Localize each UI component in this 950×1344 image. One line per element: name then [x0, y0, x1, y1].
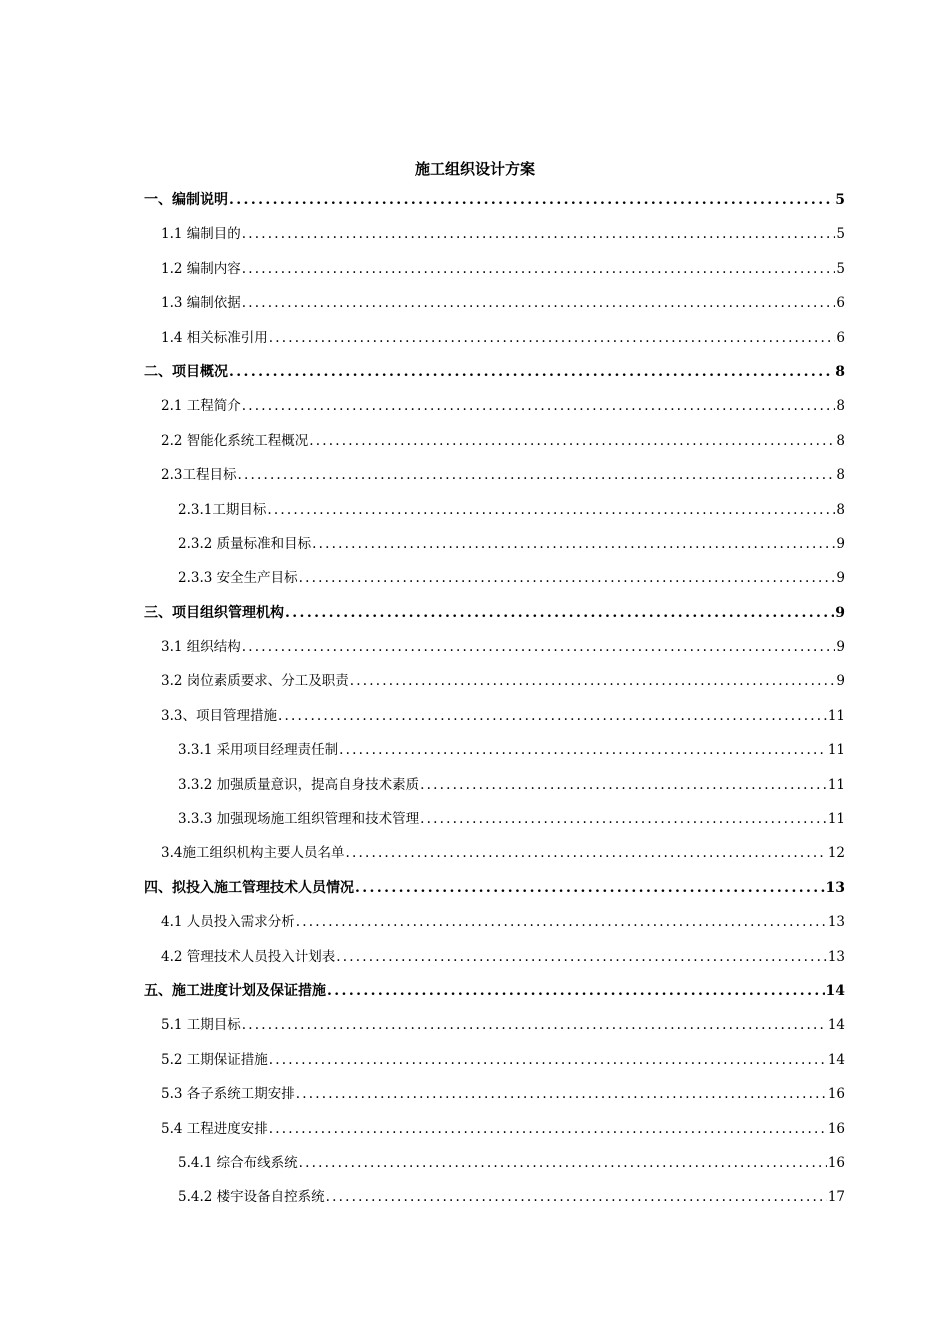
toc-leader-dots: [237, 463, 835, 487]
toc-entry-label: 五、施工进度计划及保证措施: [144, 982, 326, 999]
toc-entry-label: 2.3.3 安全生产目标: [178, 570, 298, 587]
toc-page-number: 13: [827, 914, 845, 931]
toc-entry-label: 4.1 人员投入需求分析: [161, 914, 295, 931]
toc-entry[interactable]: [144, 532, 845, 566]
toc-entry[interactable]: [144, 773, 845, 807]
toc-leader-dots: [296, 1082, 827, 1106]
toc-entry-label: 5.4.2 楼宇设备自控系统: [178, 1189, 325, 1206]
toc-entry-label: 5.1 工期目标: [161, 1017, 241, 1034]
toc-page-number: 14: [827, 1017, 845, 1034]
toc-entry[interactable]: [144, 394, 845, 428]
toc-entry-label: 1.4 相关标准引用: [161, 329, 268, 346]
toc-leader-dots: [242, 291, 836, 315]
toc-leader-dots: [229, 360, 834, 384]
toc-entry-label: 三、项目组织管理机构: [144, 604, 284, 621]
toc-leader-dots: [355, 876, 825, 900]
toc-leader-dots: [299, 1151, 827, 1175]
toc-entry-label: 5.2 工期保证措施: [161, 1051, 268, 1068]
toc-page-number: 16: [827, 1154, 845, 1171]
toc-leader-dots: [285, 601, 834, 625]
toc-entry[interactable]: [144, 222, 845, 256]
toc-entry[interactable]: [144, 360, 845, 394]
toc-leader-dots: [420, 773, 827, 797]
toc-page-number: 17: [827, 1189, 845, 1206]
toc-leader-dots: [242, 222, 836, 246]
toc-entry-label: 4.2 管理技术人员投入计划表: [161, 948, 336, 965]
toc-entry[interactable]: [144, 429, 845, 463]
toc-leader-dots: [327, 979, 825, 1003]
toc-page-number: 9: [836, 535, 845, 552]
toc-page-number: 12: [827, 845, 845, 862]
toc-leader-dots: [339, 738, 827, 762]
toc-entry[interactable]: [144, 1048, 845, 1082]
document-title: 施工组织设计方案: [414, 160, 535, 178]
toc-entry[interactable]: [144, 807, 845, 841]
toc-page-number: 11: [827, 776, 845, 793]
toc-entry[interactable]: [144, 601, 845, 635]
toc-page-number: 16: [827, 1086, 845, 1103]
toc-entry-label: 3.4施工组织机构主要人员名单: [161, 845, 345, 862]
toc-page-number: 8: [836, 432, 845, 449]
table-of-contents: [144, 188, 845, 1220]
toc-leader-dots: [350, 669, 836, 693]
toc-leader-dots: [326, 1185, 827, 1209]
toc-page-number: 5: [835, 192, 845, 208]
toc-leader-dots: [242, 394, 836, 418]
toc-page-number: 14: [825, 982, 845, 999]
toc-page-number: 9: [836, 673, 845, 690]
toc-page-number: 6: [836, 329, 845, 346]
toc-entry[interactable]: [144, 1151, 845, 1185]
toc-leader-dots: [296, 910, 827, 934]
toc-entry[interactable]: [144, 1082, 845, 1116]
toc-leader-dots: [242, 635, 836, 659]
toc-entry[interactable]: [144, 1117, 845, 1151]
toc-page-number: 13: [827, 948, 845, 965]
toc-page-number: 11: [827, 707, 845, 724]
toc-entry-label: 3.3.3 加强现场施工组织管理和技术管理: [178, 811, 420, 828]
toc-entry-label: 二、项目概况: [144, 363, 228, 380]
toc-entry[interactable]: [144, 876, 845, 910]
toc-leader-dots: [278, 704, 827, 728]
toc-leader-dots: [269, 1117, 827, 1141]
toc-leader-dots: [345, 841, 826, 865]
toc-entry-label: 3.2 岗位素质要求、分工及职责: [161, 673, 349, 690]
toc-entry-label: 5.3 各子系统工期安排: [161, 1086, 295, 1103]
toc-entry[interactable]: [144, 945, 845, 979]
toc-entry-label: 1.1 编制目的: [161, 226, 241, 243]
toc-leader-dots: [309, 429, 835, 453]
toc-leader-dots: [299, 566, 836, 590]
toc-leader-dots: [336, 945, 827, 969]
toc-entry[interactable]: [144, 188, 845, 222]
toc-leader-dots: [242, 257, 836, 281]
toc-entry-label: 2.3.2 质量标准和目标: [178, 535, 312, 552]
toc-page-number: 9: [836, 639, 845, 656]
toc-page-number: 13: [825, 879, 845, 896]
toc-entry-label: 2.1 工程简介: [161, 398, 241, 415]
toc-entry[interactable]: [144, 291, 845, 325]
toc-entry-label: 3.3.1 采用项目经理责任制: [178, 742, 339, 759]
toc-leader-dots: [269, 326, 836, 350]
toc-entry[interactable]: [144, 979, 845, 1013]
toc-page-number: 8: [836, 398, 845, 415]
toc-entry[interactable]: [144, 1185, 845, 1219]
toc-entry[interactable]: [144, 669, 845, 703]
toc-leader-dots: [420, 807, 827, 831]
toc-entry[interactable]: [144, 1013, 845, 1047]
toc-entry-label: 3.3、项目管理措施: [161, 707, 277, 724]
toc-entry-label: 四、拟投入施工管理技术人员情况: [144, 879, 354, 896]
toc-leader-dots: [269, 1048, 827, 1072]
toc-entry[interactable]: [144, 566, 845, 600]
toc-leader-dots: [229, 188, 834, 212]
toc-entry-label: 5.4.1 综合布线系统: [178, 1154, 298, 1171]
toc-entry-label: 一、编制说明: [144, 192, 228, 208]
toc-entry[interactable]: [144, 841, 845, 875]
toc-entry-label: 3.1 组织结构: [161, 639, 241, 656]
toc-entry-label: 3.3.2 加强质量意识，提高自身技术素质: [178, 776, 420, 793]
toc-page-number: 11: [827, 742, 845, 759]
toc-leader-dots: [267, 498, 835, 522]
toc-leader-dots: [242, 1013, 827, 1037]
toc-page-number: 5: [836, 260, 845, 277]
toc-entry[interactable]: [144, 635, 845, 669]
toc-entry-label: 5.4 工程进度安排: [161, 1120, 268, 1137]
toc-entry-label: 1.3 编制依据: [161, 295, 241, 312]
toc-page-number: 11: [827, 811, 845, 828]
toc-entry[interactable]: [144, 910, 845, 944]
toc-leader-dots: [312, 532, 835, 556]
toc-page-number: 8: [835, 363, 845, 380]
toc-entry[interactable]: [144, 257, 845, 291]
toc-entry[interactable]: [144, 463, 845, 497]
toc-entry[interactable]: [144, 498, 845, 532]
toc-entry[interactable]: [144, 326, 845, 360]
toc-page-number: 8: [836, 501, 845, 518]
toc-page-number: 8: [836, 467, 845, 484]
toc-page-number: 9: [835, 604, 845, 621]
toc-entry-label: 2.3.1工期目标: [178, 501, 267, 518]
toc-entry-label: 1.2 编制内容: [161, 260, 241, 277]
toc-page-number: 9: [836, 570, 845, 587]
toc-entry-label: 2.3工程目标: [161, 467, 237, 484]
toc-page-number: 6: [836, 295, 845, 312]
toc-page-number: 14: [827, 1051, 845, 1068]
toc-page-number: 16: [827, 1120, 845, 1137]
toc-entry-label: 2.2 智能化系统工程概况: [161, 432, 309, 449]
toc-page-number: 5: [836, 226, 845, 243]
toc-entry[interactable]: [144, 704, 845, 738]
toc-entry[interactable]: [144, 738, 845, 772]
